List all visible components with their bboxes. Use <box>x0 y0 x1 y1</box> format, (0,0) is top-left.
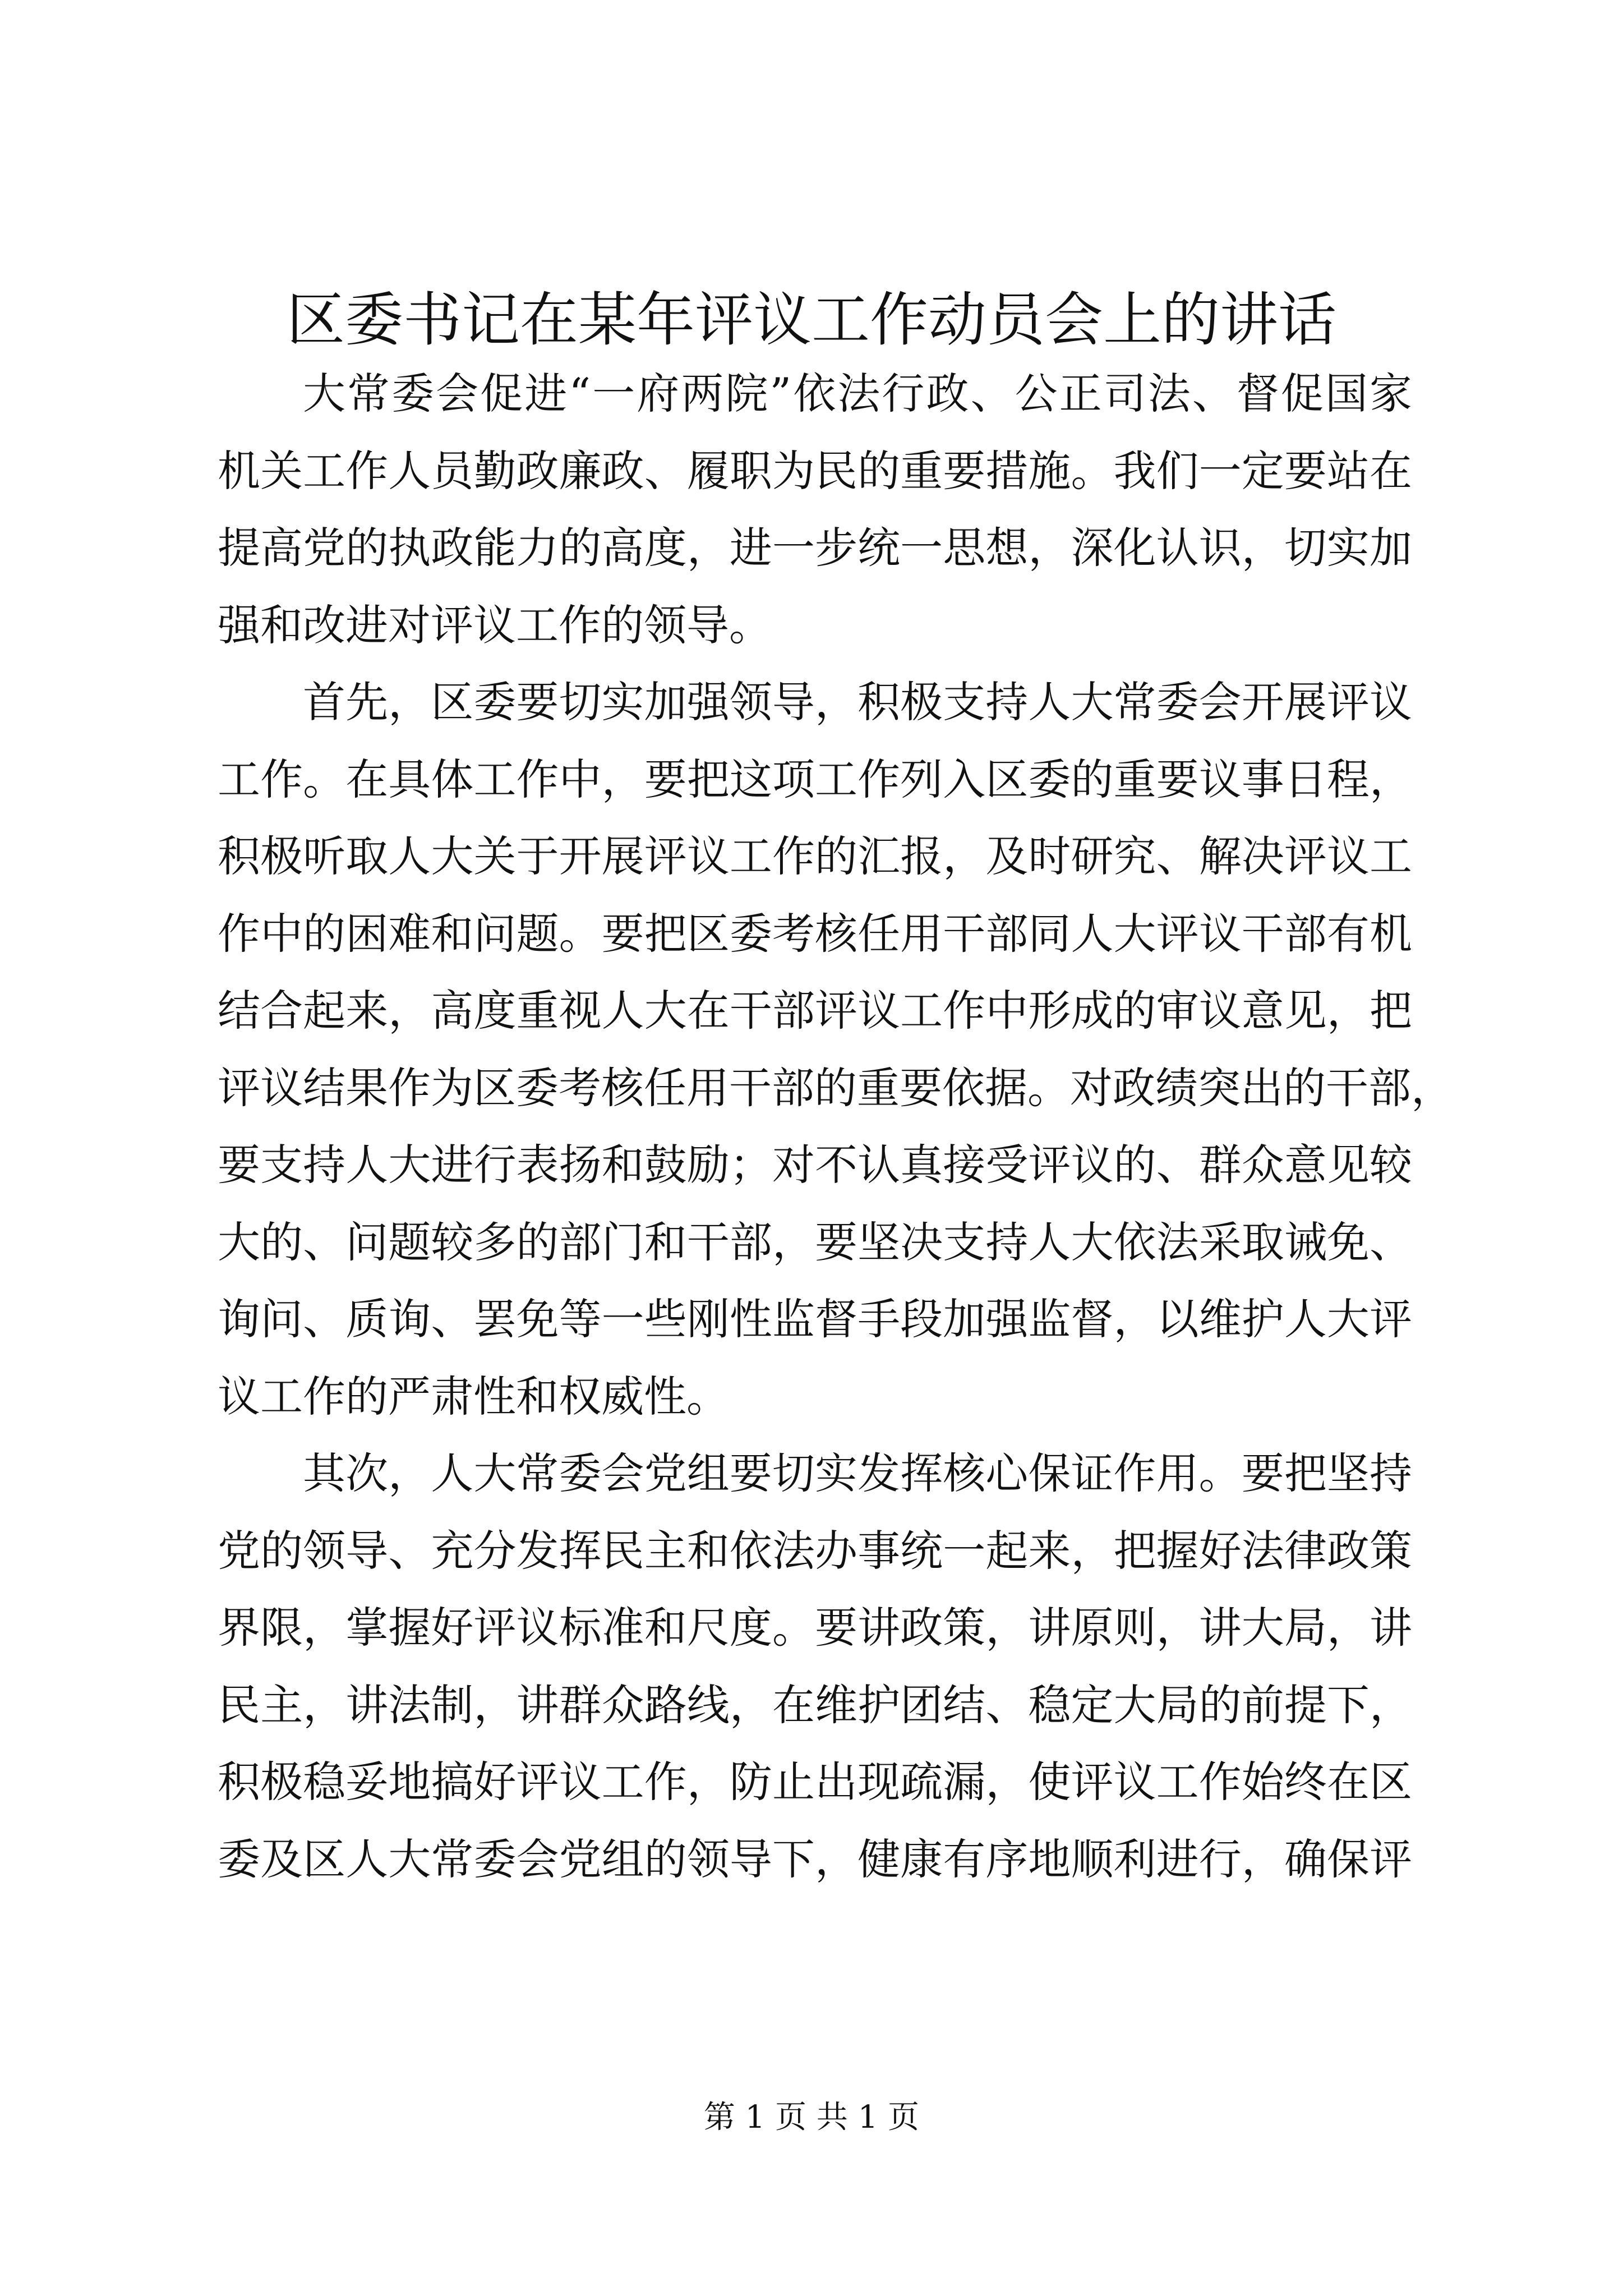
text-line: 作中的困难和问题。要把区委考核任用干部同人大评议干部有机 <box>218 908 1412 959</box>
text-line: 强和改进对评议工作的领导。 <box>218 600 772 650</box>
text-line: 委及区人大常委会党组的领导下，健康有序地顺利进行，确保评 <box>218 1834 1412 1884</box>
text-line: 结合起来，高度重视人大在干部评议工作中形成的审议意见，把 <box>218 986 1412 1036</box>
text-line: 提高党的执政能力的高度，进一步统一思想，深化认识，切实加 <box>218 523 1412 573</box>
text-line: 民主，讲法制，讲群众路线，在维护团结、稳定大局的前提下， <box>218 1680 1412 1730</box>
text-line: 界限，掌握好评议标准和尺度。要讲政策，讲原则，讲大局，讲 <box>218 1603 1412 1653</box>
text-line: 积极稳妥地搞好评议工作，防止出现疏漏，使评议工作始终在区 <box>218 1757 1412 1807</box>
document-body <box>218 355 1454 1898</box>
text-line: 要支持人大进行表扬和鼓励；对不认真接受评议的、群众意见较 <box>218 1140 1412 1190</box>
text-line: 工作。在具体工作中，要把这项工作列入区委的重要议事日程， <box>218 754 1412 804</box>
text-line: 党的领导、充分发挥民主和依法办事统一起来，把握好法律政策 <box>218 1525 1412 1576</box>
text-line: 其次，人大常委会党组要切实发挥核心保证作用。要把坚持 <box>303 1448 1412 1498</box>
text-line: 大常委会促进“一府两院”依法行政、公正司法、督促国家 <box>303 369 1412 418</box>
document-title: 区委书记在某年评议工作动员会上的讲话 <box>286 286 1336 354</box>
text-line: 大的、问题较多的部门和干部，要坚决支持人大依法采取诫免、 <box>218 1217 1412 1267</box>
page-number-footer: 第 1 页 共 1 页 <box>703 2099 920 2136</box>
text-line: 询问、质询、罢免等一些刚性监督手段加强监督，以维护人大评 <box>218 1294 1412 1344</box>
text-line: 议工作的严肃性和权威性。 <box>218 1371 729 1421</box>
text-line: 机关工作人员勤政廉政、履职为民的重要措施。我们一定要站在 <box>218 445 1412 496</box>
text-line: 首先，区委要切实加强领导，积极支持人大常委会开展评议 <box>303 677 1412 727</box>
text-line: 评议结果作为区委考核任用干部的重要依据。对政绩突出的干部， <box>218 1062 1454 1113</box>
text-line: 积极听取人大关于开展评议工作的汇报，及时研究、解决评议工 <box>218 831 1412 881</box>
